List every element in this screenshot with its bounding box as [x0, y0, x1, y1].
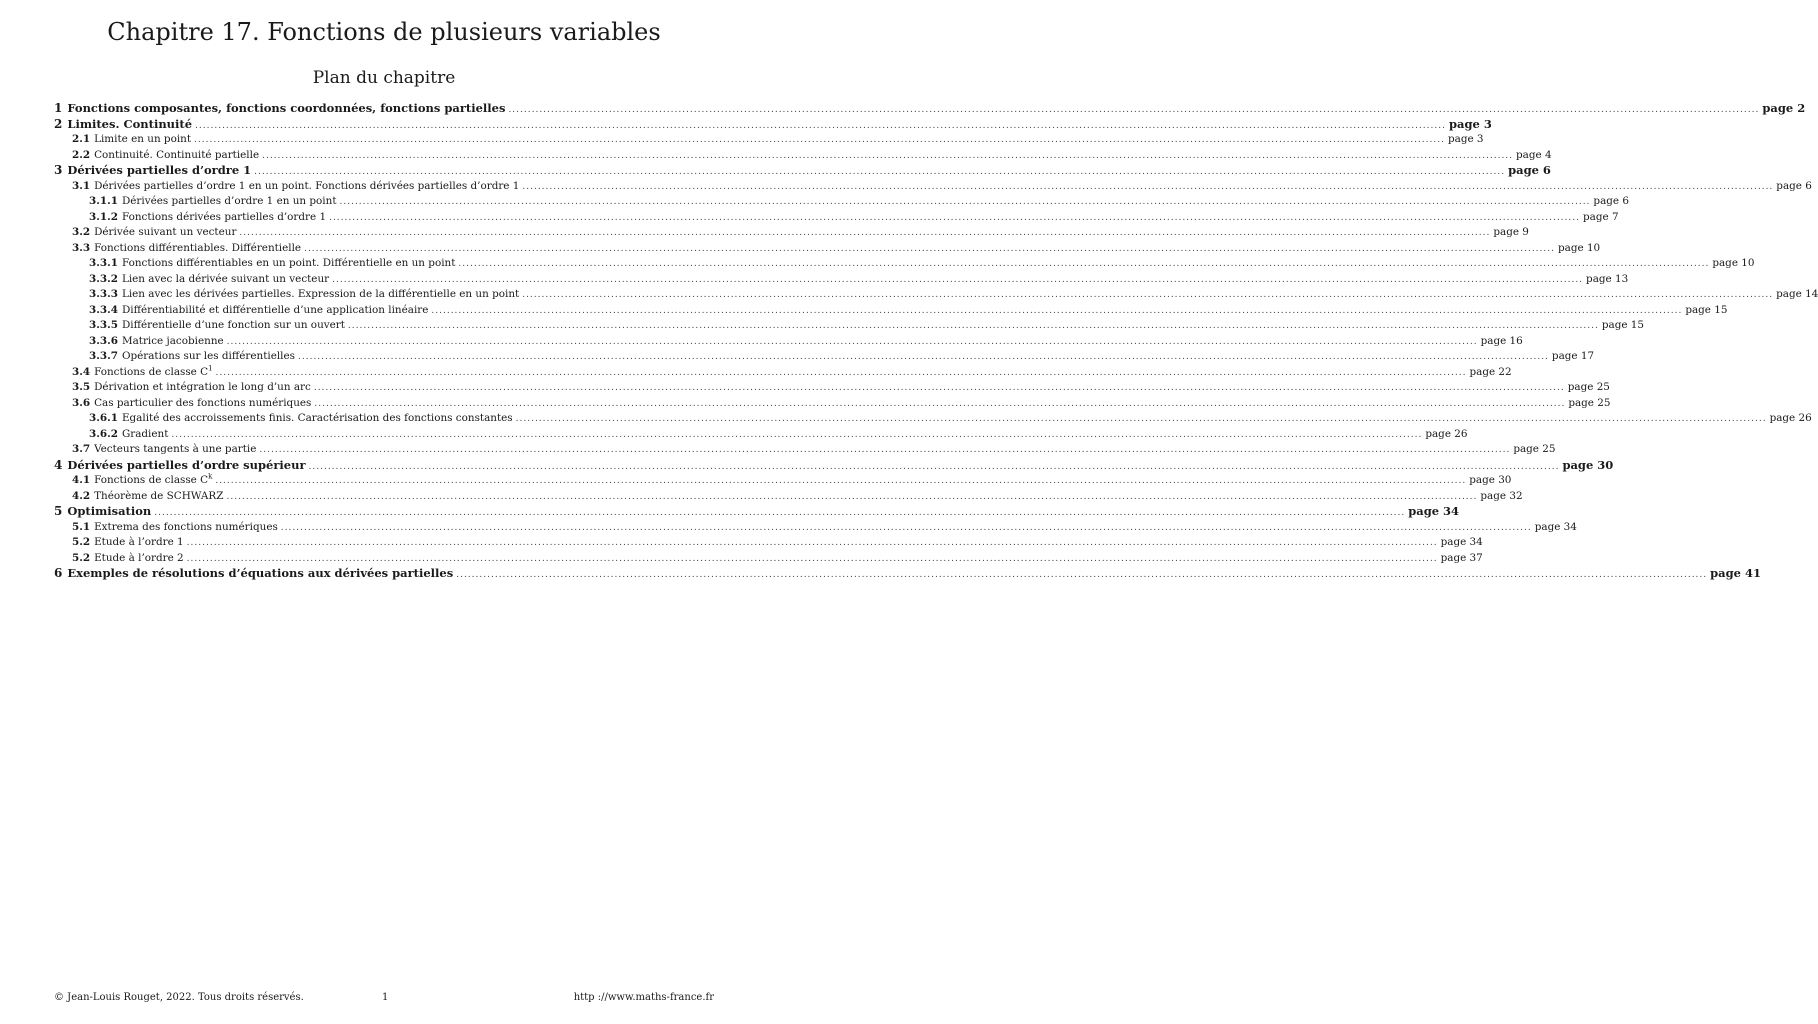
toc-entry-page[interactable]: page 9: [1493, 226, 1529, 238]
dot-leader: [262, 149, 1513, 165]
toc-entry-number: 3.1.2: [89, 210, 118, 223]
toc-entry[interactable]: [54, 472, 1512, 489]
toc-entry-label: [67, 101, 505, 117]
toc-entry-page[interactable]: page 14: [1776, 288, 1818, 300]
toc-entry[interactable]: [54, 551, 1483, 567]
toc-entry-number: 5: [54, 504, 63, 518]
toc-entry[interactable]: [54, 457, 1614, 474]
toc-entry[interactable]: [54, 210, 1619, 226]
dot-leader: [522, 180, 1773, 196]
toc-entry-label: [122, 349, 295, 365]
toc-entry-number: 3: [54, 163, 63, 177]
toc-entry-label: [94, 442, 256, 458]
toc-entry[interactable]: [54, 334, 1523, 350]
toc-entry[interactable]: [54, 427, 1468, 443]
toc-entry-label-text: Théorème de SCHWARZ: [94, 489, 224, 502]
toc-entry-number: 3.3.2: [89, 272, 118, 285]
dot-leader: [431, 304, 1682, 320]
toc-entry-label-text: Vecteurs tangents à une partie: [94, 443, 257, 455]
toc-entry-page[interactable]: page 32: [1480, 489, 1523, 502]
toc-entry-label-text: Lien avec la dérivée suivant un vecteur: [121, 272, 330, 285]
toc-entry-page[interactable]: page 34: [1408, 504, 1460, 518]
toc-entry-page[interactable]: page 3: [1447, 133, 1484, 145]
toc-entry-label: [122, 194, 337, 210]
toc-entry-page[interactable]: page 7: [1583, 210, 1619, 223]
toc-entry-number: 5.1: [72, 520, 91, 533]
toc-entry[interactable]: [54, 535, 1483, 551]
toc-entry[interactable]: [54, 504, 1460, 520]
toc-entry-label-text: Fonctions différentiables en un point. Différentielle en un point: [121, 257, 456, 269]
toc-entry[interactable]: [54, 287, 1818, 303]
toc-entry-label: [94, 551, 184, 567]
toc-entry-label: [94, 473, 212, 489]
toc-entry-label: [122, 272, 329, 288]
toc-entry-label: [122, 303, 428, 319]
table-of-contents: [54, 101, 1818, 582]
toc-entry-label-text: Dérivées partielles d’ordre 1: [67, 163, 252, 177]
toc-entry-label-text: Fonctions composantes, fonctions coordonnées, fonctions partielles: [67, 101, 506, 115]
toc-entry-number: 2.2: [72, 148, 91, 161]
toc-entry[interactable]: [54, 489, 1523, 505]
toc-entry-page[interactable]: page 6: [1508, 163, 1551, 177]
plan-heading: Plan du chapitre: [312, 68, 456, 88]
toc-entry[interactable]: [54, 411, 1812, 427]
toc-entry-page[interactable]: page 34: [1534, 520, 1577, 533]
toc-entry[interactable]: [54, 116, 1492, 133]
toc-entry-label-text: Continuité. Continuité partielle: [94, 148, 260, 161]
toc-entry-page[interactable]: page 34: [1440, 536, 1483, 548]
toc-entry-number: 3.6.1: [89, 412, 118, 424]
toc-entry[interactable]: [54, 380, 1610, 396]
dot-leader: [215, 474, 1466, 490]
toc-entry-number: 5.2: [72, 551, 91, 564]
toc-entry-page[interactable]: page 30: [1562, 457, 1614, 472]
toc-entry-label: [94, 132, 191, 148]
toc-entry-page[interactable]: page 13: [1586, 272, 1629, 285]
toc-entry-number: 3.6: [72, 396, 91, 409]
toc-entry-label: [94, 148, 259, 164]
dot-leader: [216, 366, 1467, 382]
chapter-title: Chapitre 17. Fonctions de plusieurs variables: [107, 18, 661, 46]
toc-entry-number: 3.1: [72, 179, 91, 192]
toc-entry-page[interactable]: page 16: [1480, 334, 1523, 347]
toc-entry-label: [67, 504, 151, 520]
toc-entry[interactable]: [54, 163, 1551, 179]
toc-entry-label-text: Limite en un point: [94, 133, 192, 145]
toc-entry-number: 4.1: [72, 474, 91, 486]
toc-entry-page[interactable]: page 15: [1685, 303, 1728, 316]
toc-entry-label: [94, 489, 223, 505]
toc-entry-page[interactable]: page 37: [1440, 551, 1483, 564]
dot-leader: [516, 412, 1767, 428]
toc-entry-label: [122, 256, 455, 272]
toc-entry[interactable]: [54, 148, 1552, 164]
toc-entry-label-text: Dérivation et intégration le long d’un arc: [94, 381, 311, 393]
footer-url[interactable]: http ://www.maths-france.fr: [573, 992, 714, 1003]
toc-entry-number: 6: [54, 566, 63, 580]
toc-entry-label: [122, 427, 168, 443]
footer-copyright: © Jean-Louis Rouget, 2022. Tous droits réservés.: [54, 992, 304, 1003]
dot-leader: [259, 443, 1510, 459]
toc-entry[interactable]: [54, 318, 1645, 334]
toc-entry-number: 3.3.5: [89, 319, 118, 331]
toc-entry-page[interactable]: page 6: [1776, 179, 1812, 192]
toc-entry-label-text: Optimisation: [67, 504, 152, 518]
toc-entry-page[interactable]: page 30: [1469, 474, 1512, 486]
toc-entry-number: 3.4: [72, 365, 91, 378]
toc-entry-label-text: Dérivée suivant un vecteur: [94, 226, 237, 238]
dot-leader: [329, 211, 1580, 227]
dot-leader: [281, 521, 1532, 537]
toc-entry-number: 3.3.3: [89, 288, 118, 300]
toc-entry[interactable]: [54, 520, 1577, 536]
toc-entry-label-text: Dérivées partielles d’ordre supérieur: [67, 457, 306, 472]
toc-entry-label-text: Egalité des accroissements finis. Caractérisation des fonctions constantes: [121, 412, 513, 424]
dot-leader: [227, 335, 1478, 351]
toc-entry-number: 3.3.6: [89, 334, 118, 347]
toc-entry-label: [122, 318, 345, 334]
toc-entry-page[interactable]: page 25: [1567, 381, 1610, 393]
dot-leader: [298, 350, 1549, 366]
toc-entry-page[interactable]: page 25: [1513, 443, 1556, 455]
toc-entry-page[interactable]: page 25: [1568, 396, 1611, 409]
dot-leader: [332, 273, 1583, 289]
toc-entry-label: [122, 287, 519, 303]
dot-leader: [239, 226, 1490, 242]
dot-leader: [314, 397, 1565, 413]
toc-entry-label-text: Limites. Continuité: [67, 116, 193, 131]
toc-entry-label: [67, 163, 251, 179]
toc-entry-label: [67, 117, 192, 133]
dot-leader: [194, 133, 1445, 149]
dot-leader: [314, 381, 1565, 397]
toc-entry-page[interactable]: page 10: [1712, 257, 1755, 269]
toc-entry[interactable]: [54, 396, 1611, 412]
dot-leader: [348, 319, 1599, 335]
toc-entry-number: 1: [54, 101, 63, 115]
toc-entry-label-text: Différentiabilité et différentielle d’une application linéaire: [121, 303, 429, 316]
dot-leader: [304, 242, 1555, 258]
toc-entry-number: 3.3.1: [89, 257, 118, 269]
toc-entry-label-text: Etude à l’ordre 1: [94, 536, 184, 548]
dot-leader: [309, 460, 1560, 476]
toc-entry-label: [94, 520, 278, 536]
toc-entry-label-text: Etude à l’ordre 2: [94, 551, 184, 564]
toc-entry-label: [94, 380, 311, 396]
toc-entry-label: [67, 458, 305, 474]
toc-entry-label-text: Exemples de résolutions d’équations aux dérivées partielles: [67, 566, 454, 580]
toc-entry-page[interactable]: page 26: [1769, 412, 1812, 424]
toc-entry[interactable]: [54, 241, 1601, 257]
toc-entry-number: 2.1: [72, 133, 91, 145]
toc-entry[interactable]: [54, 272, 1629, 288]
toc-entry[interactable]: [54, 364, 1512, 381]
toc-entry-page[interactable]: page 2: [1762, 101, 1806, 115]
toc-entry-page[interactable]: page 6: [1593, 195, 1629, 207]
dot-leader: [508, 103, 1759, 119]
toc-entry-number: 3.1.1: [89, 195, 118, 207]
toc-entry-page[interactable]: page 3: [1448, 116, 1492, 131]
toc-entry-label-text: Fonctions différentiables. Différentielle: [94, 241, 302, 254]
toc-entry-page[interactable]: page 10: [1558, 241, 1601, 254]
dot-leader: [195, 119, 1446, 135]
toc-entry-label-text: Fonctions dérivées partielles d’ordre 1: [121, 210, 327, 223]
page-footer: [54, 990, 714, 1006]
toc-entry-page[interactable]: page 17: [1551, 350, 1595, 362]
toc-entry-label: [94, 179, 519, 195]
toc-entry-label-text: Dérivées partielles d’ordre 1 en un point: [121, 195, 337, 207]
dot-leader: [154, 506, 1405, 522]
toc-entry-page[interactable]: page 26: [1425, 427, 1468, 440]
toc-entry-label: [94, 365, 212, 381]
dot-leader: [171, 428, 1422, 444]
dot-leader: [458, 257, 1709, 273]
dot-leader: [340, 195, 1591, 211]
dot-leader: [456, 568, 1707, 584]
toc-entry-label-text: Fonctions de classe C: [94, 474, 209, 486]
toc-entry-label-text: Extrema des fonctions numériques: [94, 520, 278, 533]
toc-entry-number: 4: [54, 457, 63, 472]
toc-entry[interactable]: [54, 132, 1484, 148]
toc-entry-number: 3.3.4: [89, 303, 118, 316]
toc-entry[interactable]: [54, 303, 1728, 319]
toc-entry[interactable]: [54, 179, 1812, 195]
toc-entry-number: 3.3: [72, 241, 91, 254]
toc-entry-label-text: Différentielle d’une fonction sur un ouvert: [121, 319, 345, 331]
toc-entry-page[interactable]: page 22: [1469, 365, 1512, 378]
toc-entry[interactable]: [54, 256, 1755, 272]
toc-entry-label: [122, 210, 326, 226]
toc-entry-label-text: Gradient: [121, 427, 169, 440]
toc-entry-label-text: Dérivées partielles d’ordre 1 en un point. Fonctions dérivées partielles d’ordre 1: [94, 179, 520, 192]
toc-entry-number: 2: [54, 116, 63, 131]
toc-entry[interactable]: [54, 566, 1761, 582]
dot-leader: [187, 552, 1438, 568]
toc-entry-number: 4.2: [72, 489, 91, 502]
toc-entry-superscript: 1: [208, 364, 213, 373]
toc-entry[interactable]: [54, 194, 1629, 210]
toc-entry-label: [122, 334, 224, 350]
dot-leader: [522, 288, 1773, 304]
toc-entry-number: 3.2: [72, 226, 91, 238]
toc-entry-page[interactable]: page 15: [1601, 319, 1645, 331]
toc-entry-number: 3.3.7: [89, 350, 118, 362]
toc-entry[interactable]: [54, 442, 1556, 458]
toc-entry-label-text: Cas particulier des fonctions numériques: [94, 396, 312, 409]
toc-entry-label: [122, 411, 513, 427]
toc-entry-label: [94, 241, 301, 257]
dot-leader: [226, 490, 1477, 506]
toc-entry-label: [67, 566, 453, 582]
toc-entry-label-text: Opérations sur les différentielles: [121, 350, 295, 362]
toc-entry[interactable]: [54, 349, 1595, 365]
toc-entry-superscript: k: [208, 472, 213, 481]
toc-entry-label-text: Fonctions de classe C: [94, 365, 209, 378]
toc-entry-number: 3.7: [72, 443, 91, 455]
toc-entry-label: [94, 535, 184, 551]
toc-entry-label-text: Lien avec les dérivées partielles. Expression de la différentielle en un point: [121, 288, 520, 300]
toc-entry-number: 5.2: [72, 536, 91, 548]
footer-page-number: 1: [382, 992, 389, 1003]
dot-leader: [187, 536, 1438, 552]
toc-entry-label: [94, 225, 236, 241]
toc-entry-page[interactable]: page 41: [1710, 566, 1761, 580]
toc-entry[interactable]: [54, 225, 1529, 241]
toc-entry-label-text: Matrice jacobienne: [121, 334, 224, 347]
toc-entry-page[interactable]: page 4: [1516, 148, 1552, 161]
toc-entry-label: [94, 396, 311, 412]
toc-entry[interactable]: [54, 101, 1806, 117]
toc-entry-number: 3.6.2: [89, 427, 118, 440]
toc-entry-number: 3.5: [72, 381, 91, 393]
